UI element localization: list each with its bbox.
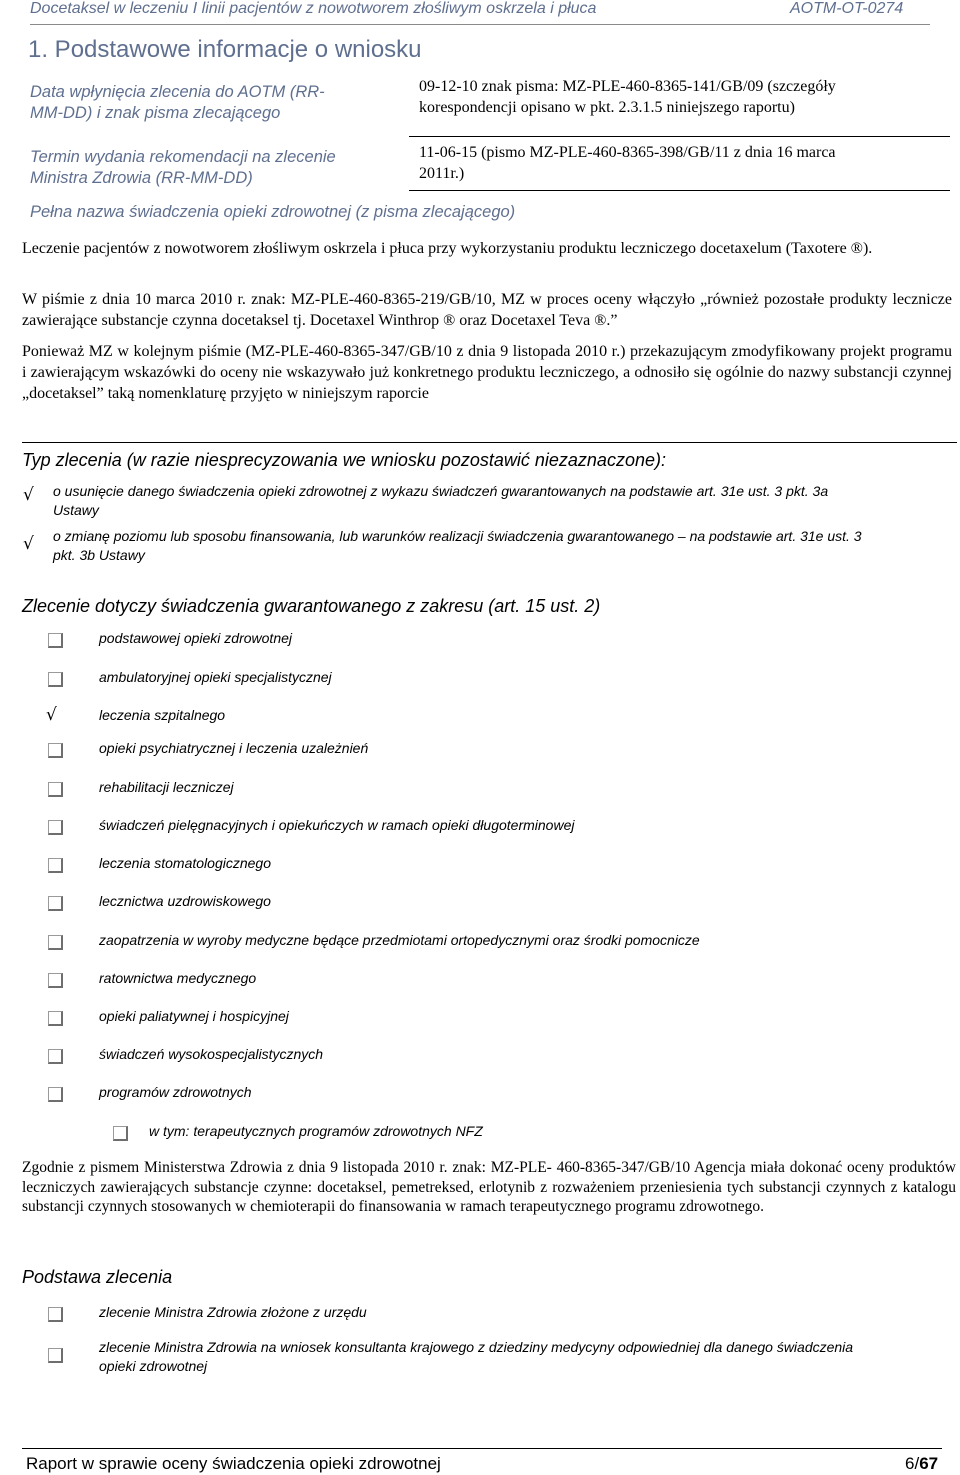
type-option-change-line-1: o zmianę poziomu lub sposobu finansowania, lub warunków realizacji świadczenia gwarantowanego – na podstawie art. 31e ust. 3 — [53, 528, 862, 544]
type-option-removal — [53, 482, 828, 520]
checkbox-scope-1[interactable] — [48, 633, 63, 648]
scope-label-6: świadczeń pielęgnacyjnych i opiekuńczych w ramach opieki długoterminowej — [99, 817, 575, 833]
fullname-label: Pełna nazwa świadczenia opieki zdrowotnej (z pisma zlecającego) — [30, 203, 516, 221]
scope-label-2: ambulatoryjnej opieki specjalistycznej — [99, 669, 332, 685]
scope-label-9: zaopatrzenia w wyroby medyczne będące przedmiotami ortopedycznymi oraz środki pomocnicze — [99, 932, 700, 948]
ministry-paragraph: Zgodnie z pismem Ministerstwa Zdrowia z dnia 9 listopada 2010 r. znak: MZ-PLE- 460-8365-347/GB/10 Agencja miała dokonać oceny produktów leczniczych zawierających substancje czynne: docetaksel, pemetreksed, erlotynib z rozważeniem przeniesienia tych substancji czynnych z katalogu substancji czynnych stosowanych w chemioterapii do finansowania w ramach terapeutycznego programu zdrowotnego. — [22, 1159, 956, 1215]
scope-label-8: lecznictwa uzdrowiskowego — [99, 893, 271, 909]
scope-sublabel: w tym: terapeutycznych programów zdrowotnych NFZ — [149, 1123, 483, 1139]
checkbox-scope-5[interactable] — [48, 782, 63, 797]
scope-label-11: opieki paliatywnej i hospicyjnej — [99, 1008, 289, 1024]
checkbox-scope-8[interactable] — [48, 896, 63, 911]
checkbox-basis-1[interactable] — [48, 1307, 63, 1322]
page-number — [905, 1454, 938, 1474]
checkbox-scope-13[interactable] — [48, 1087, 63, 1102]
scope-label-13: programów zdrowotnych — [99, 1084, 252, 1100]
date-value — [419, 76, 939, 118]
date-label-line-2: MM-DD) i znak pisma zlecającego — [30, 104, 281, 122]
checkbox-scope-4[interactable] — [48, 743, 63, 758]
date-value-line-2: korespondencji opisano w pkt. 2.3.1.5 niniejszego raportu) — [419, 99, 795, 116]
scope-label-4: opieki psychiatrycznej i leczenia uzależnień — [99, 740, 369, 756]
term-value-rule — [409, 190, 950, 191]
page-current: 6 — [905, 1454, 915, 1473]
check-mark-icon[interactable]: √ — [46, 705, 57, 725]
scope-label-7: leczenia stomatologicznego — [99, 855, 271, 871]
date-value-rule — [409, 136, 950, 137]
footer-title: Raport w sprawie oceny świadczenia opieki zdrowotnej — [26, 1454, 441, 1473]
checkbox-scope-2[interactable] — [48, 672, 63, 687]
term-label — [30, 147, 410, 189]
basis-label-2 — [99, 1338, 853, 1376]
checkbox-basis-2[interactable] — [48, 1348, 63, 1363]
checkbox-scope-9[interactable] — [48, 935, 63, 950]
basis-label-1: zlecenie Ministra Zdrowia złożone z urzędu — [99, 1304, 367, 1320]
scope-label-5: rehabilitacji leczniczej — [99, 779, 234, 795]
type-option-removal-line-2: Ustawy — [53, 502, 99, 518]
term-label-line-1: Termin wydania rekomendacji na zlecenie — [30, 148, 336, 166]
basis-label-2-line-1: zlecenie Ministra Zdrowia na wniosek konsultanta krajowego z dziedziny medycyny odpowiedniej dla danego świadczenia — [99, 1339, 854, 1355]
fullname-paragraph-2: W piśmie z dnia 10 marca 2010 r. znak: MZ-PLE-460-8365-219/GB/10, MZ w proces oceny włączyło „również pozostałe produkty lecznicze zawierające substancje czynna docetaksel tj. Docetaxel Winthrop ® oraz Docetaxel Teva ®.” — [22, 291, 952, 329]
type-heading: Typ zlecenia (w razie niesprecyzowania we wniosku pozostawić niezaznaczone): — [22, 450, 666, 470]
checkbox-scope-7[interactable] — [48, 858, 63, 873]
footer-rule — [22, 1448, 942, 1449]
type-option-change-line-2: pkt. 3b Ustawy — [53, 547, 145, 563]
checkbox-scope-11[interactable] — [48, 1011, 63, 1026]
check-mark-icon[interactable]: √ — [23, 485, 34, 505]
running-header-title: Docetaksel w leczeniu I linii pacjentów z nowotworem złośliwym oskrzela i płuca — [30, 0, 597, 17]
term-value-line-1: 11-06-15 (pismo MZ-PLE-460-8365-398/GB/11 z dnia 16 marca — [419, 144, 836, 161]
scope-label-12: świadczeń wysokospecjalistycznych — [99, 1046, 324, 1062]
type-option-change — [53, 527, 862, 565]
term-value — [419, 142, 949, 184]
scope-label-3: leczenia szpitalnego — [99, 707, 226, 723]
running-header-code: AOTM-OT-0274 — [790, 0, 904, 17]
section-heading: 1. Podstawowe informacje o wniosku — [28, 36, 422, 63]
date-value-line-1: 09-12-10 znak pisma: MZ-PLE-460-8365-141/GB/09 (szczegóły — [419, 78, 836, 95]
fullname-paragraph-1: Leczenie pacjentów z nowotworem złośliwym oskrzela i płuca przy wykorzystaniu produktu leczniczego docetaxelum (Taxotere ®). — [22, 240, 873, 257]
date-label — [30, 82, 390, 124]
checkbox-scope-subitem[interactable] — [113, 1126, 128, 1141]
type-option-removal-line-1: o usunięcie danego świadczenia opieki zdrowotnej z wykazu świadczeń gwarantowanych na podstawie art. 31e ust. 3 pkt. 3a — [53, 483, 829, 499]
date-label-line-1: Data wpłynięcia zlecenia do AOTM (RR- — [30, 83, 325, 101]
fullname-paragraph-3: Ponieważ MZ w kolejnym piśmie (MZ-PLE-460-8365-347/GB/10 z dnia 9 listopada 2010 r.) przekazującym zmodyfikowany projekt programu i zawierającym wskazówki do oceny nie wskazywało już konkretnego produktu leczniczego, a odnosiło się ogólnie do nazwy substancji czynnej „docetaksel” taką nomenklaturę przyjęto w niniejszym raporcie — [22, 343, 952, 402]
check-mark-icon[interactable]: √ — [23, 534, 34, 554]
basis-label-2-line-2: opieki zdrowotnej — [99, 1358, 208, 1374]
checkbox-scope-10[interactable] — [48, 973, 63, 988]
basis-heading: Podstawa zlecenia — [22, 1267, 173, 1287]
term-value-line-2: 2011r.) — [419, 165, 465, 182]
header-rule — [30, 24, 930, 25]
page-total: 67 — [919, 1454, 939, 1473]
scope-label-10: ratownictwa medycznego — [99, 970, 257, 986]
term-label-line-2: Ministra Zdrowia (RR-MM-DD) — [30, 169, 253, 187]
fullname-rule — [22, 442, 957, 443]
page-separator: / — [914, 1454, 920, 1473]
scope-heading: Zlecenie dotyczy świadczenia gwarantowanego z zakresu (art. 15 ust. 2) — [22, 596, 601, 616]
scope-label-1: podstawowej opieki zdrowotnej — [99, 630, 292, 646]
checkbox-scope-6[interactable] — [48, 820, 63, 835]
checkbox-scope-12[interactable] — [48, 1049, 63, 1064]
